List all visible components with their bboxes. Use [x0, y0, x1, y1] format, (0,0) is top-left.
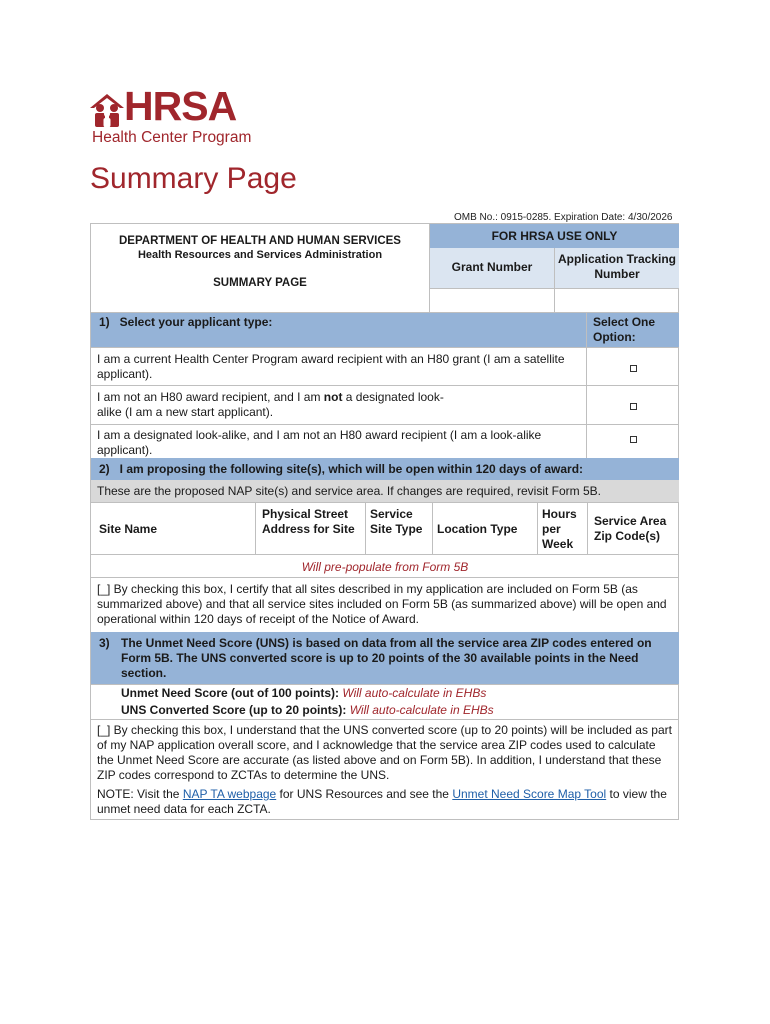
note-text-b: for UNS Resources and see the — [276, 787, 453, 801]
summary-form — [90, 223, 679, 820]
tracking-number-label: Application Tracking Number — [557, 252, 677, 281]
hrsa-logo — [90, 83, 280, 150]
page-title: Summary Page — [90, 162, 297, 195]
uns-map-tool-link[interactable]: Unmet Need Score Map Tool — [452, 787, 607, 801]
section2-note: These are the proposed NAP site(s) and service area. If changes are required, revisit Form 5B. — [97, 484, 602, 498]
uns-resources-note — [97, 787, 673, 817]
uns-certification[interactable]: [_] By checking this box, I understand that the UNS converted score (up to 20 points) will be included as part of my NAP application overall score, and I acknowledge that the service area ZIP codes used to calculate the Unmet Need Score are accurate (as listed above and on Form 5B). In addition, I understand that these ZIP codes correspond to ZCTAs to determine the UNS. — [97, 723, 672, 782]
section3-number: 3) — [99, 636, 110, 650]
option-new-start-text-a: I am not an H80 award recipient, and I am — [97, 390, 324, 404]
sites-certification[interactable]: [_] By checking this box, I certify that all sites described in my application are included on Form 5B (as summarized above) and that all service sites included on Form 5B (as summarized above) will be open and operational within 120 days of receipt of the Notice of Award. — [97, 582, 667, 626]
logo-subtitle: Health Center Program — [92, 129, 252, 146]
hrsa-use-label: FOR HRSA USE ONLY — [491, 229, 618, 243]
uns-converted-label: UNS Converted Score (up to 20 points): — [121, 703, 347, 717]
note-text-a: NOTE: Visit the — [97, 787, 183, 801]
uns-score-label: Unmet Need Score (out of 100 points): — [121, 686, 340, 700]
select-one-label: Select One Option: — [593, 315, 656, 344]
col-hours-per-week: Hours per Week — [542, 507, 577, 551]
option-new-start-bold: not — [323, 390, 343, 404]
col-site-type: Service Site Type — [370, 507, 423, 536]
col-zip-codes: Service Area Zip Code(s) — [594, 514, 667, 543]
option-new-start-text-b: a designated look-alike (I am a new start applicant). — [97, 390, 444, 419]
form-title: SUMMARY PAGE — [213, 277, 307, 289]
option-satellite-label: I am a current Health Center Program award recipient with an H80 grant (I am a satellite applicant). — [97, 352, 565, 381]
note-text-c: to view the unmet need data for each ZCTA. — [97, 787, 667, 816]
col-site-name: Site Name — [99, 522, 158, 536]
uns-converted-row — [121, 703, 494, 718]
prepopulate-note: Will pre-populate from Form 5B — [301, 560, 469, 574]
col-street-address: Physical Street Address for Site — [262, 507, 355, 536]
option-look-alike-label: I am a designated look-alike, and I am not an H80 award recipient (I am a look-alike applicant). — [97, 428, 542, 457]
hrsa-use-header — [430, 224, 679, 248]
section1-heading: 1) Select your applicant type: — [99, 315, 273, 329]
option-new-start-checkbox[interactable] — [630, 403, 637, 410]
dept-name: DEPARTMENT OF HEALTH AND HUMAN SERVICES — [119, 235, 401, 247]
section2-heading: 2) I am proposing the following site(s), which will be open within 120 days of award: — [99, 462, 584, 476]
nap-ta-webpage-link[interactable]: NAP TA webpage — [182, 787, 277, 801]
grant-number-label: Grant Number — [451, 260, 533, 274]
uns-score-row — [121, 686, 486, 701]
section3-heading: The Unmet Need Score (UNS) is based on data from all the service area ZIP codes entered on Form 5B. The UNS converted score is up to 20 points of the 30 available points in the Need section. — [121, 636, 652, 680]
hrsa-people-icon — [90, 92, 124, 128]
option-satellite-checkbox[interactable] — [630, 365, 637, 372]
uns-score-value: Will auto-calculate in EHBs — [342, 686, 487, 700]
col-location-type: Location Type — [437, 522, 518, 536]
agency-name: Health Resources and Services Administration — [137, 249, 383, 261]
omb-number: OMB No.: 0915-0285. Expiration Date: 4/30/2026 — [454, 212, 673, 223]
option-new-start-label — [97, 390, 457, 420]
option-look-alike-checkbox[interactable] — [630, 436, 637, 443]
uns-converted-value: Will auto-calculate in EHBs — [349, 703, 494, 717]
logo-wordmark: HRSA — [124, 83, 237, 129]
